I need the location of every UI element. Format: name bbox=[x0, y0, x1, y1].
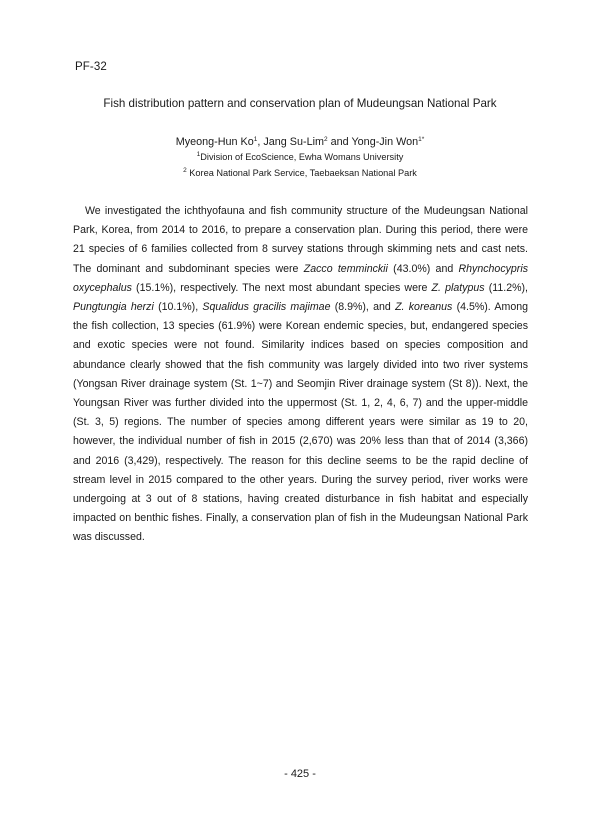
abstract-text: (8.9%), and bbox=[330, 301, 396, 314]
species-name: Squalidus gracilis majimae bbox=[202, 301, 331, 314]
abstract-body bbox=[73, 202, 528, 548]
author-name: Jang Su-Lim bbox=[263, 136, 325, 148]
author-line bbox=[0, 136, 600, 148]
author-name: Myeong-Hun Ko bbox=[175, 136, 254, 148]
author-separator: and bbox=[327, 136, 352, 148]
page-number: - 425 - bbox=[284, 768, 316, 780]
abstract-text: (15.1%), respectively. The next most abundant species were bbox=[131, 281, 432, 294]
abstract-text: We investigated the ichthyofauna and fish community structure of the Mudeungsan National Park, Korea, from 2014 to 2016, to prepare a conservation plan. During this period, there were 21 species of 6 families collected from 8 survey stations through skimming nets and cast nets. The dominant and subdominant species were bbox=[73, 205, 528, 275]
author-affiliation-mark: 2 bbox=[324, 136, 328, 143]
author-affiliation-mark: 1 bbox=[253, 136, 258, 143]
abstract-text: (4.5%). Among the fish collection, 13 species (61.9%) were Korean endemic species, but, endangered species and exotic species were not found. Similarity indices based on species composition and abundance clearly showed that the fish community was largely divided into two river systems (Yongsan River drainage system (St. 1~7) and Seomjin River drainage system (St 8)). Next, the Youngsan River was further divided into the uppermost (St. 1, 2, 4, 6, 7) and the upper-middle (St. 3, 5) regions. The number of species among different years were similar as 19 to 20, however, the individual number of fish in 2015 (2,670) was 20% less than that of 2014 (3,366) and 2016 (3,429), respectively. The reason for this decline seems to be the rapid decline of stream level in 2015 compared to the other years. During the survey period, river works were undergoing at 3 out of 8 stations, having created disturbance in fish habitat and especially impacted on benthic fishes. Finally, a conservation plan of fish in the Mudeungsan National Park was discussed. bbox=[73, 301, 528, 544]
species-name: Zacco temminckii bbox=[303, 262, 388, 275]
affiliation-text: Division of EcoScience, Ewha Womans University bbox=[200, 152, 404, 162]
species-name: Pungtungia herzi bbox=[73, 301, 154, 314]
affiliation-text: Korea National Park Service, Taebaeksan National Park bbox=[186, 168, 417, 178]
abstract-text: (10.1%), bbox=[153, 301, 203, 314]
species-name: Z. koreanus bbox=[395, 301, 453, 314]
author-name: Yong-Jin Won bbox=[351, 136, 419, 148]
abstract-text: (43.0%) and bbox=[387, 262, 459, 275]
affiliation bbox=[0, 168, 600, 178]
affiliation-mark: 1 bbox=[196, 151, 201, 158]
abstract-code: PF-32 bbox=[75, 61, 107, 73]
author-affiliation-mark: 1* bbox=[418, 136, 425, 143]
affiliation-mark: 2 bbox=[183, 167, 187, 174]
abstract-text: (11.2%), bbox=[484, 281, 528, 294]
affiliation bbox=[0, 152, 600, 162]
species-name: Z. platypus bbox=[431, 281, 485, 294]
paper-title: Fish distribution pattern and conservation plan of Mudeungsan National Park bbox=[103, 97, 497, 110]
author-separator: , bbox=[257, 136, 264, 148]
species-name: Rhynchocypris oxycephalus bbox=[73, 262, 528, 294]
